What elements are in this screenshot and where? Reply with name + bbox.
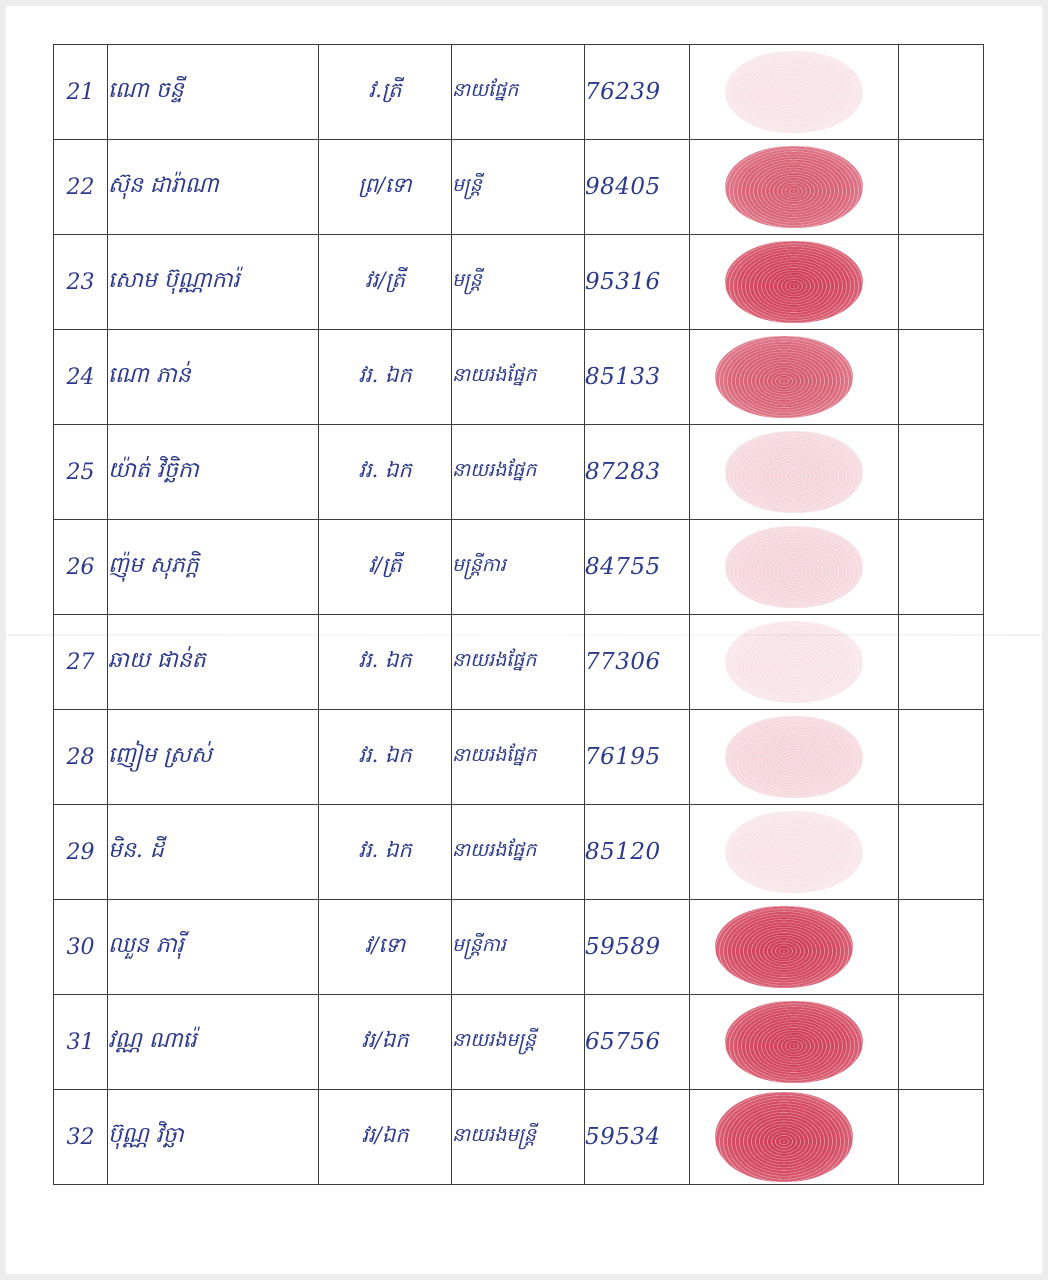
fingerprint-image — [715, 336, 853, 418]
position-cell: មន្ត្រី — [452, 140, 585, 235]
rank-cell: វ/ត្រី — [319, 520, 452, 615]
blank-cell — [899, 900, 984, 995]
fingerprint-cell — [690, 425, 899, 520]
table-row — [54, 235, 984, 330]
name-cell: ណោ ចន្ទី — [108, 45, 319, 140]
fingerprint-image — [725, 621, 863, 703]
id-number-cell: 85133 — [585, 330, 690, 425]
table-row — [54, 900, 984, 995]
row-number-cell: 26 — [54, 520, 108, 615]
name-cell: យ៉ាត់ វិច្ឆិកា — [108, 425, 319, 520]
id-number-cell: 59589 — [585, 900, 690, 995]
position-cell: មន្ត្រីការ — [452, 900, 585, 995]
id-number-cell: 76239 — [585, 45, 690, 140]
rank-cell: វរ/ឯក — [319, 995, 452, 1090]
roster-table — [53, 44, 984, 1185]
fingerprint-image — [725, 146, 863, 228]
rank-cell: ព្រ/ទោ — [319, 140, 452, 235]
blank-cell — [899, 615, 984, 710]
rank-cell: វរ. ឯក — [319, 425, 452, 520]
roster-body — [54, 45, 984, 1185]
name-cell: ប៊ុណ្ណ វិច្ឆា — [108, 1090, 319, 1185]
fingerprint-cell — [690, 1090, 899, 1185]
id-number-cell: 84755 — [585, 520, 690, 615]
table-row — [54, 330, 984, 425]
fingerprint-cell — [690, 805, 899, 900]
rank-cell: វរ. ឯក — [319, 615, 452, 710]
blank-cell — [899, 520, 984, 615]
position-cell: នាយរងមន្ត្រី — [452, 1090, 585, 1185]
id-number-cell: 87283 — [585, 425, 690, 520]
rank-cell: វរ. ឯក — [319, 330, 452, 425]
id-number-cell: 76195 — [585, 710, 690, 805]
row-number-cell: 27 — [54, 615, 108, 710]
id-number-cell: 59534 — [585, 1090, 690, 1185]
fingerprint-cell — [690, 995, 899, 1090]
rank-cell: វ/ទោ — [319, 900, 452, 995]
blank-cell — [899, 1090, 984, 1185]
table-row — [54, 425, 984, 520]
name-cell: វណ្ណ ណារ៉េ — [108, 995, 319, 1090]
fingerprint-image — [725, 51, 863, 133]
id-number-cell: 85120 — [585, 805, 690, 900]
position-cell: នាយរងផ្នែក — [452, 805, 585, 900]
position-cell: នាយរងផ្នែក — [452, 330, 585, 425]
blank-cell — [899, 425, 984, 520]
name-cell: សោម ប៊ុណ្ណាការ៉ — [108, 235, 319, 330]
table-row — [54, 45, 984, 140]
position-cell: នាយរងផ្នែក — [452, 425, 585, 520]
fingerprint-image — [725, 716, 863, 798]
rank-cell: វរ/ត្រី — [319, 235, 452, 330]
id-number-cell: 65756 — [585, 995, 690, 1090]
fingerprint-cell — [690, 235, 899, 330]
blank-cell — [899, 805, 984, 900]
position-cell: នាយផ្នែក — [452, 45, 585, 140]
fingerprint-image — [715, 906, 853, 988]
rank-cell: វរ. ឯក — [319, 805, 452, 900]
name-cell: ណោ ភាន់ — [108, 330, 319, 425]
document-sheet — [6, 6, 1042, 1274]
rank-cell: វ.ត្រី — [319, 45, 452, 140]
fingerprint-cell — [690, 45, 899, 140]
row-number-cell: 29 — [54, 805, 108, 900]
name-cell: ញ៉ុម សុភក្តិ — [108, 520, 319, 615]
fingerprint-cell — [690, 710, 899, 805]
name-cell: ឆាយ ផាន់ត — [108, 615, 319, 710]
fingerprint-image — [725, 526, 863, 608]
row-number-cell: 28 — [54, 710, 108, 805]
row-number-cell: 23 — [54, 235, 108, 330]
table-row — [54, 710, 984, 805]
blank-cell — [899, 710, 984, 805]
row-number-cell: 22 — [54, 140, 108, 235]
fingerprint-cell — [690, 140, 899, 235]
blank-cell — [899, 235, 984, 330]
name-cell: ស៊ុន ដារ៉ាណា — [108, 140, 319, 235]
table-row — [54, 615, 984, 710]
fingerprint-image — [725, 811, 863, 893]
id-number-cell: 95316 — [585, 235, 690, 330]
fingerprint-cell — [690, 330, 899, 425]
fingerprint-cell — [690, 900, 899, 995]
blank-cell — [899, 45, 984, 140]
row-number-cell: 31 — [54, 995, 108, 1090]
table-row — [54, 140, 984, 235]
fingerprint-cell — [690, 520, 899, 615]
blank-cell — [899, 995, 984, 1090]
fingerprint-image — [725, 431, 863, 513]
position-cell: នាយរងមន្ត្រី — [452, 995, 585, 1090]
table-row — [54, 1090, 984, 1185]
table-row — [54, 805, 984, 900]
row-number-cell: 24 — [54, 330, 108, 425]
rank-cell: វរ. ឯក — [319, 710, 452, 805]
position-cell: មន្ត្រីការ — [452, 520, 585, 615]
name-cell: មិន. ដី — [108, 805, 319, 900]
position-cell: នាយរងផ្នែក — [452, 615, 585, 710]
blank-cell — [899, 140, 984, 235]
table-row — [54, 520, 984, 615]
blank-cell — [899, 330, 984, 425]
fingerprint-image — [725, 241, 863, 323]
row-number-cell: 25 — [54, 425, 108, 520]
row-number-cell: 30 — [54, 900, 108, 995]
id-number-cell: 98405 — [585, 140, 690, 235]
id-number-cell: 77306 — [585, 615, 690, 710]
rank-cell: វរ/ឯក — [319, 1090, 452, 1185]
fingerprint-cell — [690, 615, 899, 710]
row-number-cell: 32 — [54, 1090, 108, 1185]
position-cell: មន្ត្រី — [452, 235, 585, 330]
fingerprint-image — [715, 1092, 853, 1182]
fingerprint-image — [725, 1001, 863, 1083]
table-row — [54, 995, 984, 1090]
name-cell: ញៀម ស្រស់ — [108, 710, 319, 805]
position-cell: នាយរងផ្នែក — [452, 710, 585, 805]
row-number-cell: 21 — [54, 45, 108, 140]
name-cell: ឈួន ភារ៉ី — [108, 900, 319, 995]
